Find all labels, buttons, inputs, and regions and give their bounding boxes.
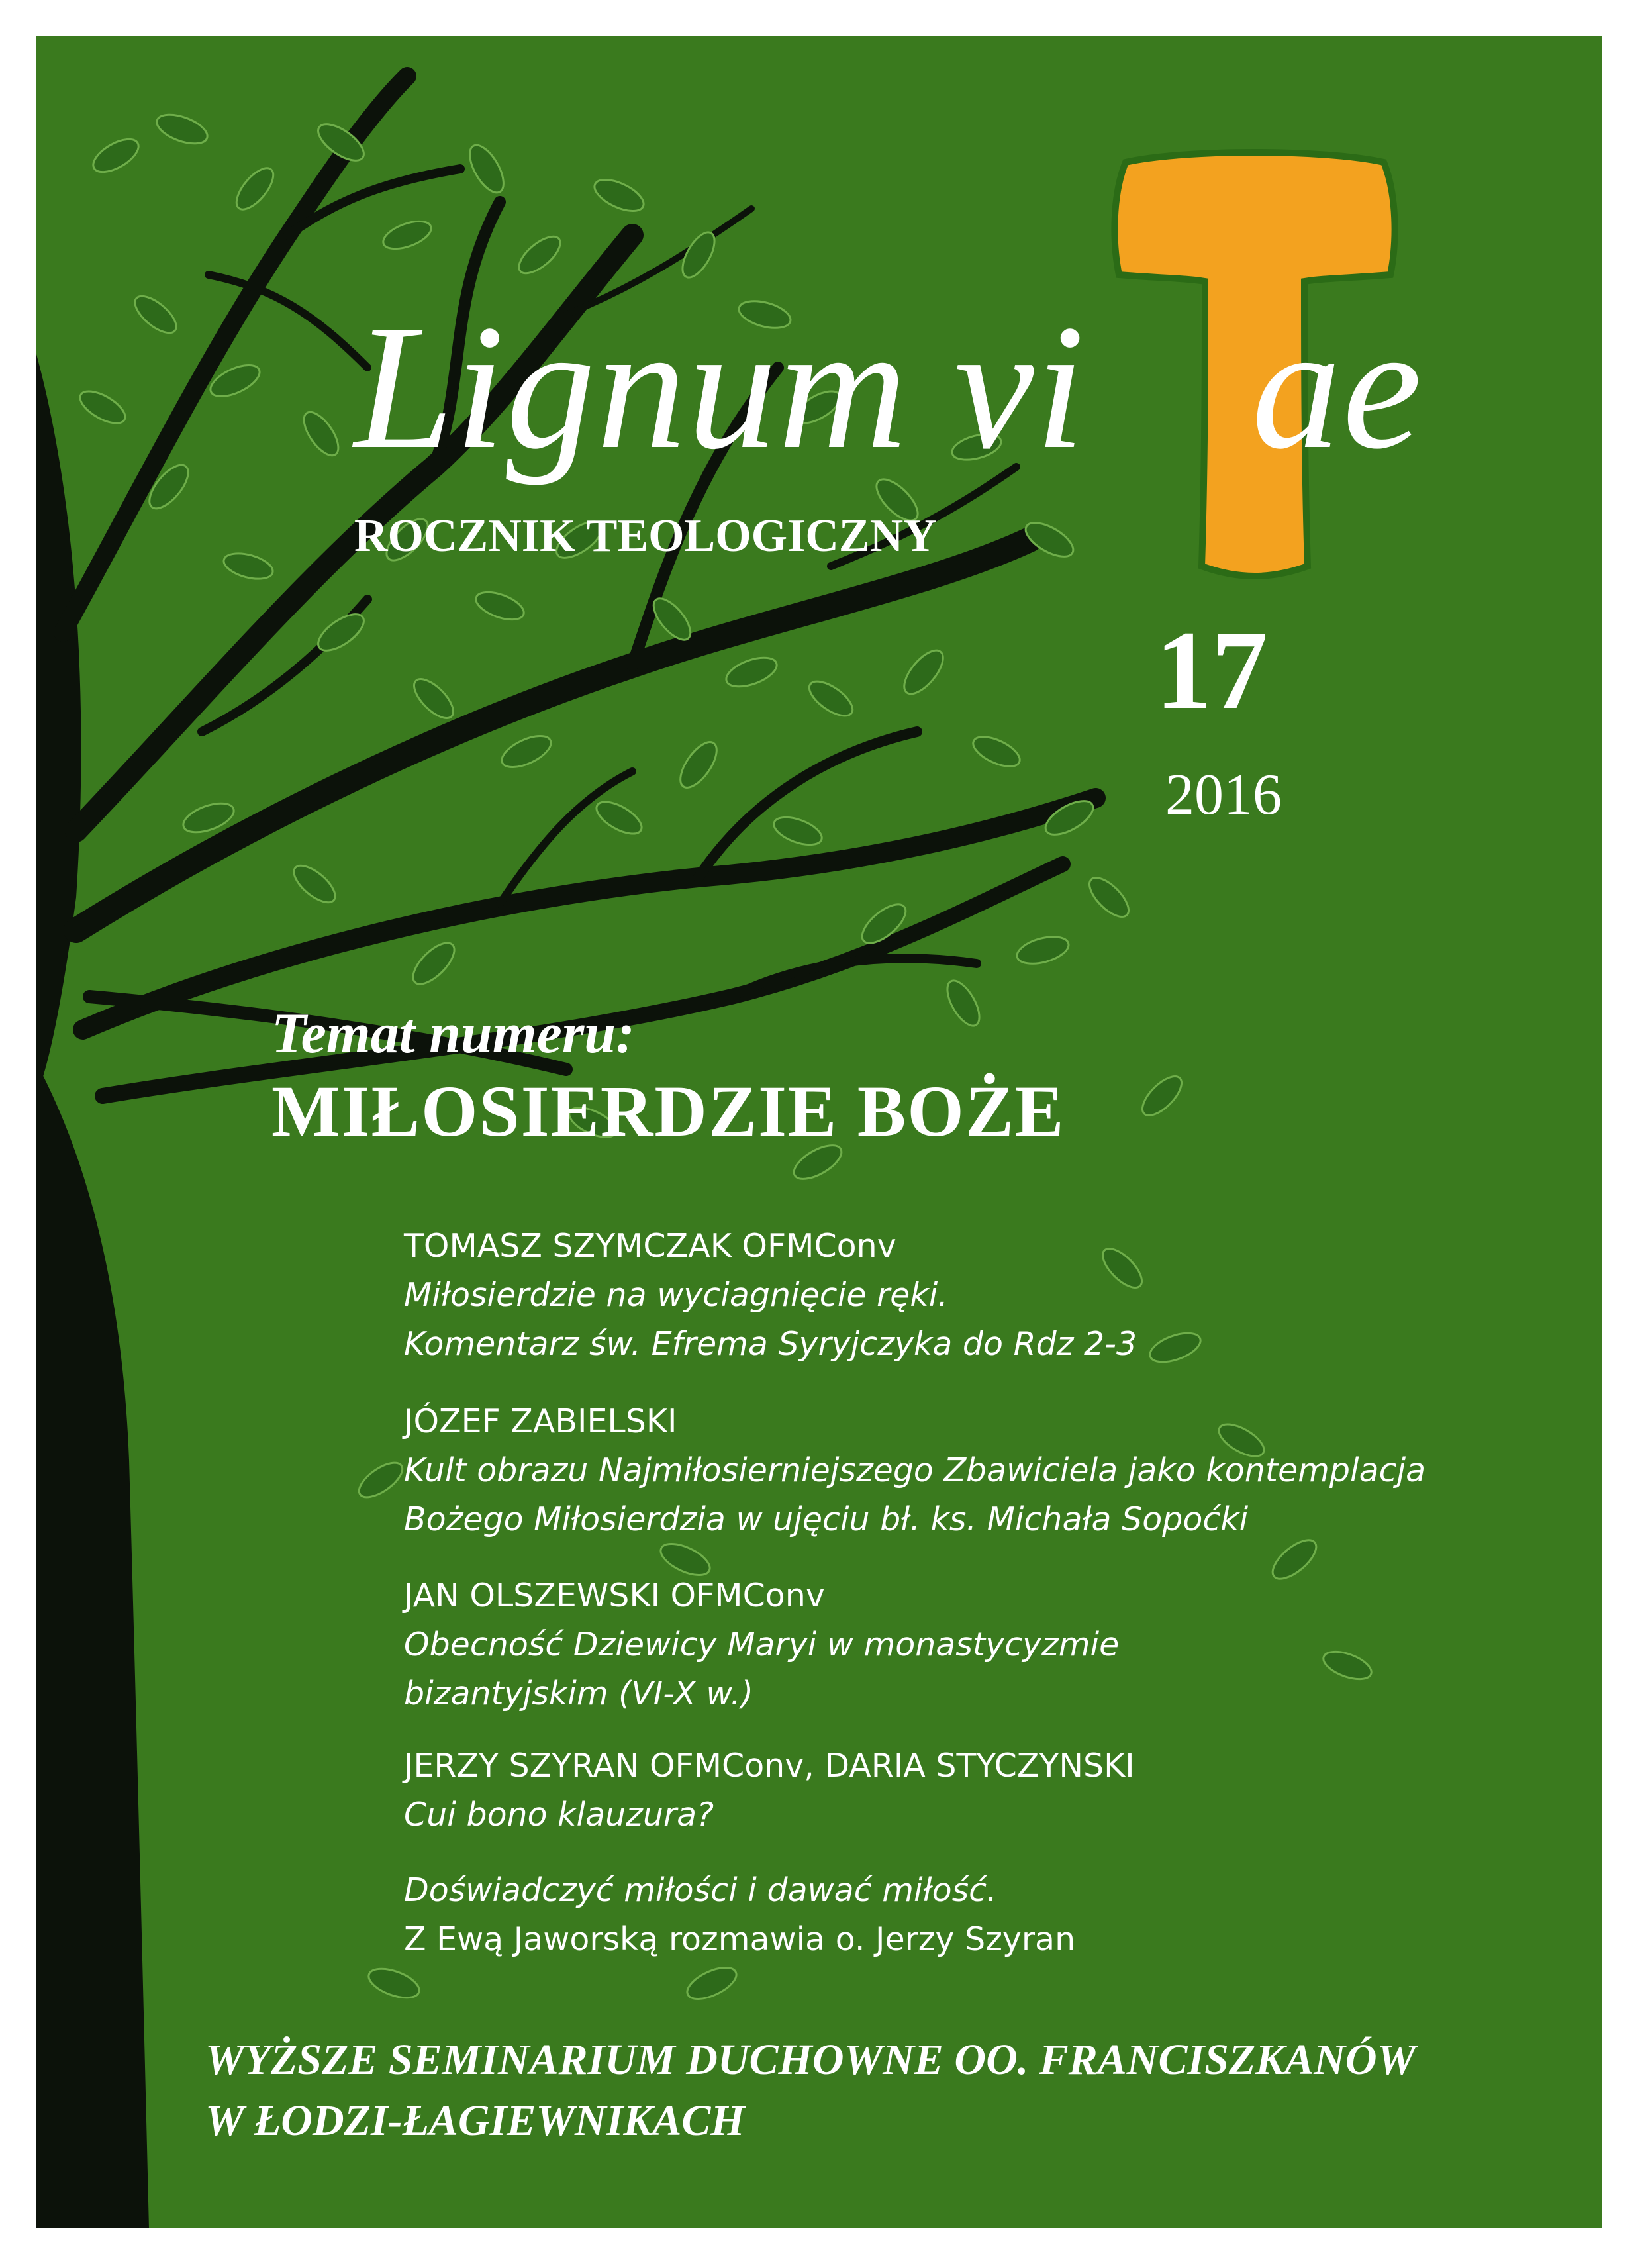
- article-title-line: Kult obrazu Najmiłosierniejszego Zbawiciela jako kontemplacja: [404, 1452, 1426, 1489]
- article-title-line: Komentarz św. Efrema Syryjczyka do Rdz 2-3: [404, 1325, 1137, 1363]
- article-title-line: Bożego Miłosierdzia w ujęciu bł. ks. Michała Sopoćki: [404, 1501, 1249, 1538]
- journal-title: [354, 288, 1424, 486]
- publisher-line: W ŁODZI-ŁAGIEWNIKACH: [205, 2096, 745, 2145]
- journal-cover: [36, 36, 1602, 2228]
- article-title-line: Cui bono klauzura?: [404, 1796, 714, 1834]
- article-entry: [404, 1397, 1425, 1544]
- article-title-line: Miłosierdzie na wyciagnięcie ręki.: [404, 1276, 948, 1314]
- article-title-line: bizantyjskim (VI-X w.): [404, 1675, 753, 1712]
- journal-title-part3: ae: [1251, 288, 1424, 486]
- article-note: Z Ewą Jaworską rozmawia o. Jerzy Szyran: [404, 1920, 1076, 1958]
- article-entry: [404, 1866, 1075, 1964]
- publisher: [205, 2030, 1416, 2151]
- journal-title-part2: vi: [954, 288, 1087, 486]
- article-entry: [404, 1222, 1137, 1369]
- article-title-line: Obecność Dziewicy Maryi w monastycyzmie: [404, 1626, 1120, 1663]
- article-author: JERZY SZYRAN OFMConv, DARIA STYCZYNSKI: [404, 1747, 1135, 1785]
- journal-title-part1: Lignum: [354, 288, 909, 486]
- publication-year: 2016: [1165, 763, 1282, 827]
- article-title-line: Doświadczyć miłości i dawać miłość.: [404, 1871, 997, 1909]
- article-entry: [404, 1742, 1135, 1840]
- publisher-line: WYŻSZE SEMINARIUM DUCHOWNE OO. FRANCISZKANÓW: [205, 2036, 1416, 2084]
- article-entry: [404, 1571, 1119, 1718]
- article-author: JAN OLSZEWSKI OFMConv: [404, 1577, 825, 1614]
- article-author: TOMASZ SZYMCZAK OFMConv: [404, 1227, 896, 1265]
- article-author: JÓZEF ZABIELSKI: [404, 1403, 677, 1440]
- volume-number: 17: [1155, 608, 1268, 732]
- theme-title: MIŁOSIERDZIE BOŻE: [271, 1071, 1065, 1152]
- theme-label: Temat numeru:: [271, 1001, 635, 1065]
- journal-subtitle: ROCZNIK TEOLOGICZNY: [354, 511, 937, 562]
